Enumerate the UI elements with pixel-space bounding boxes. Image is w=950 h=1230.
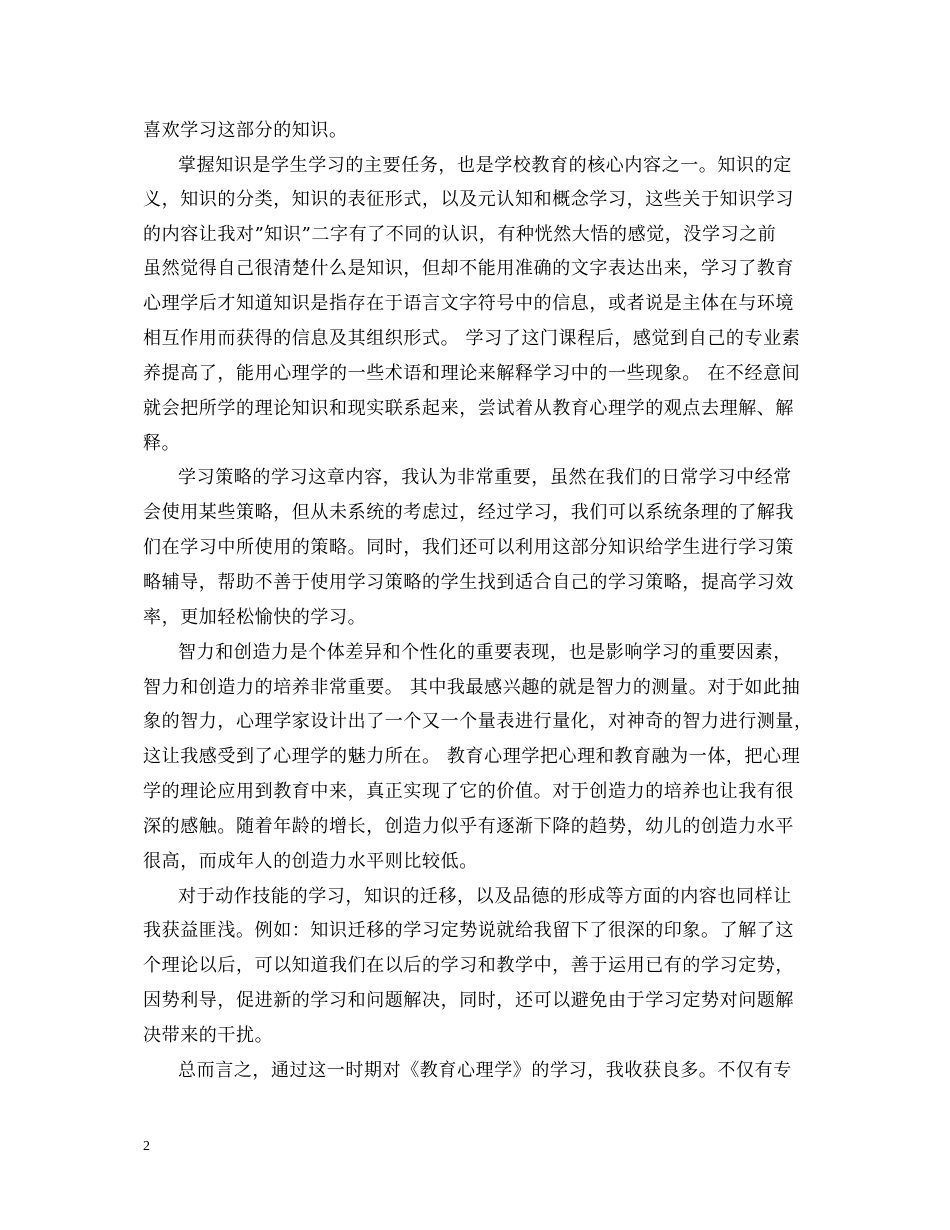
text-line: 的内容让我对”知识”二字有了不同的认识，有种恍然大悟的感觉，没学习之前 [143,224,777,245]
text-line: 们在学习中所使用的策略。同时，我们还可以利用这部分知识给学生进行学习策 [143,537,794,558]
text-line: 义，知识的分类，知识的表征形式，以及元认知和概念学习，这些关于知识学习 [143,189,794,210]
text-line: 很高，而成年人的创造力水平则比较低。 [143,851,478,872]
text-line: 喜欢学习这部分的知识。 [143,120,348,141]
text-line: 深的感触。随着年龄的增长，创造力似乎有逐渐下降的趋势，幼儿的创造力水平 [143,816,794,837]
paragraph-start-line: 对于动作技能的学习，知识的迁移，以及品德的形成等方面的内容也同样让 [178,886,792,907]
paragraph-start-line: 智力和创造力是个体差异和个性化的重要表现，也是影响学习的重要因素， [178,642,792,663]
text-line: 就会把所学的理论知识和现实联系起来，尝试着从教育心理学的观点去理解、解 [143,398,794,419]
text-line: 释。 [143,433,181,454]
text-line: 个理论以后，可以知道我们在以后的学习和教学中，善于运用已有的学习定势， [143,955,794,976]
paragraph-start-line: 掌握知识是学生学习的主要任务，也是学校教育的核心内容之一。知识的定 [178,155,792,176]
text-line: 学的理论应用到教育中来，真正实现了它的价值。对于创造力的培养也让我有很 [143,781,794,802]
text-line: 虽然觉得自己很清楚什么是知识，但却不能用准确的文字表达出来，学习了教育 [143,258,794,279]
text-line: 象的智力，心理学家设计出了一个又一个量表进行量化，对神奇的智力进行测量， [143,711,813,732]
text-line: 略辅导，帮助不善于使用学习策略的学生找到适合自己的学习策略，提高学习效 [143,572,794,593]
text-line: 会使用某些策略，但从未系统的考虑过，经过学习，我们可以系统条理的了解我 [143,502,794,523]
text-line: 养提高了，能用心理学的一些术语和理论来解释学习中的一些现象。 在不经意间 [143,363,801,384]
text-line: 率，更加轻松愉快的学习。 [143,607,367,628]
text-line: 因势利导，促进新的学习和问题解决，同时，还可以避免由于学习定势对问题解 [143,990,794,1011]
text-line: 心理学后才知道知识是指存在于语言文字符号中的信息，或者说是主体在与环境 [143,293,794,314]
paragraph-start-line: 总而言之，通过这一时期对《教育心理学》的学习，我收获良多。不仅有专 [178,1060,792,1081]
text-line: 决带来的干扰。 [143,1025,274,1046]
page-number: 2 [143,1139,150,1154]
text-line: 这让我感受到了心理学的魅力所在。 教育心理学把心理和教育融为一体，把心理 [143,746,801,767]
text-line: 智力和创造力的培养非常重要。 其中我最感兴趣的就是智力的测量。对于如此抽 [143,677,801,698]
text-line: 相互作用而获得的信息及其组织形式。 学习了这门课程后，感觉到自己的专业素 [143,328,801,349]
text-line: 我获益匪浅。例如：知识迁移的学习定势说就给我留下了很深的印象。了解了这 [143,920,794,941]
paragraph-start-line: 学习策略的学习这章内容，我认为非常重要，虽然在我们的日常学习中经常 [178,467,792,488]
